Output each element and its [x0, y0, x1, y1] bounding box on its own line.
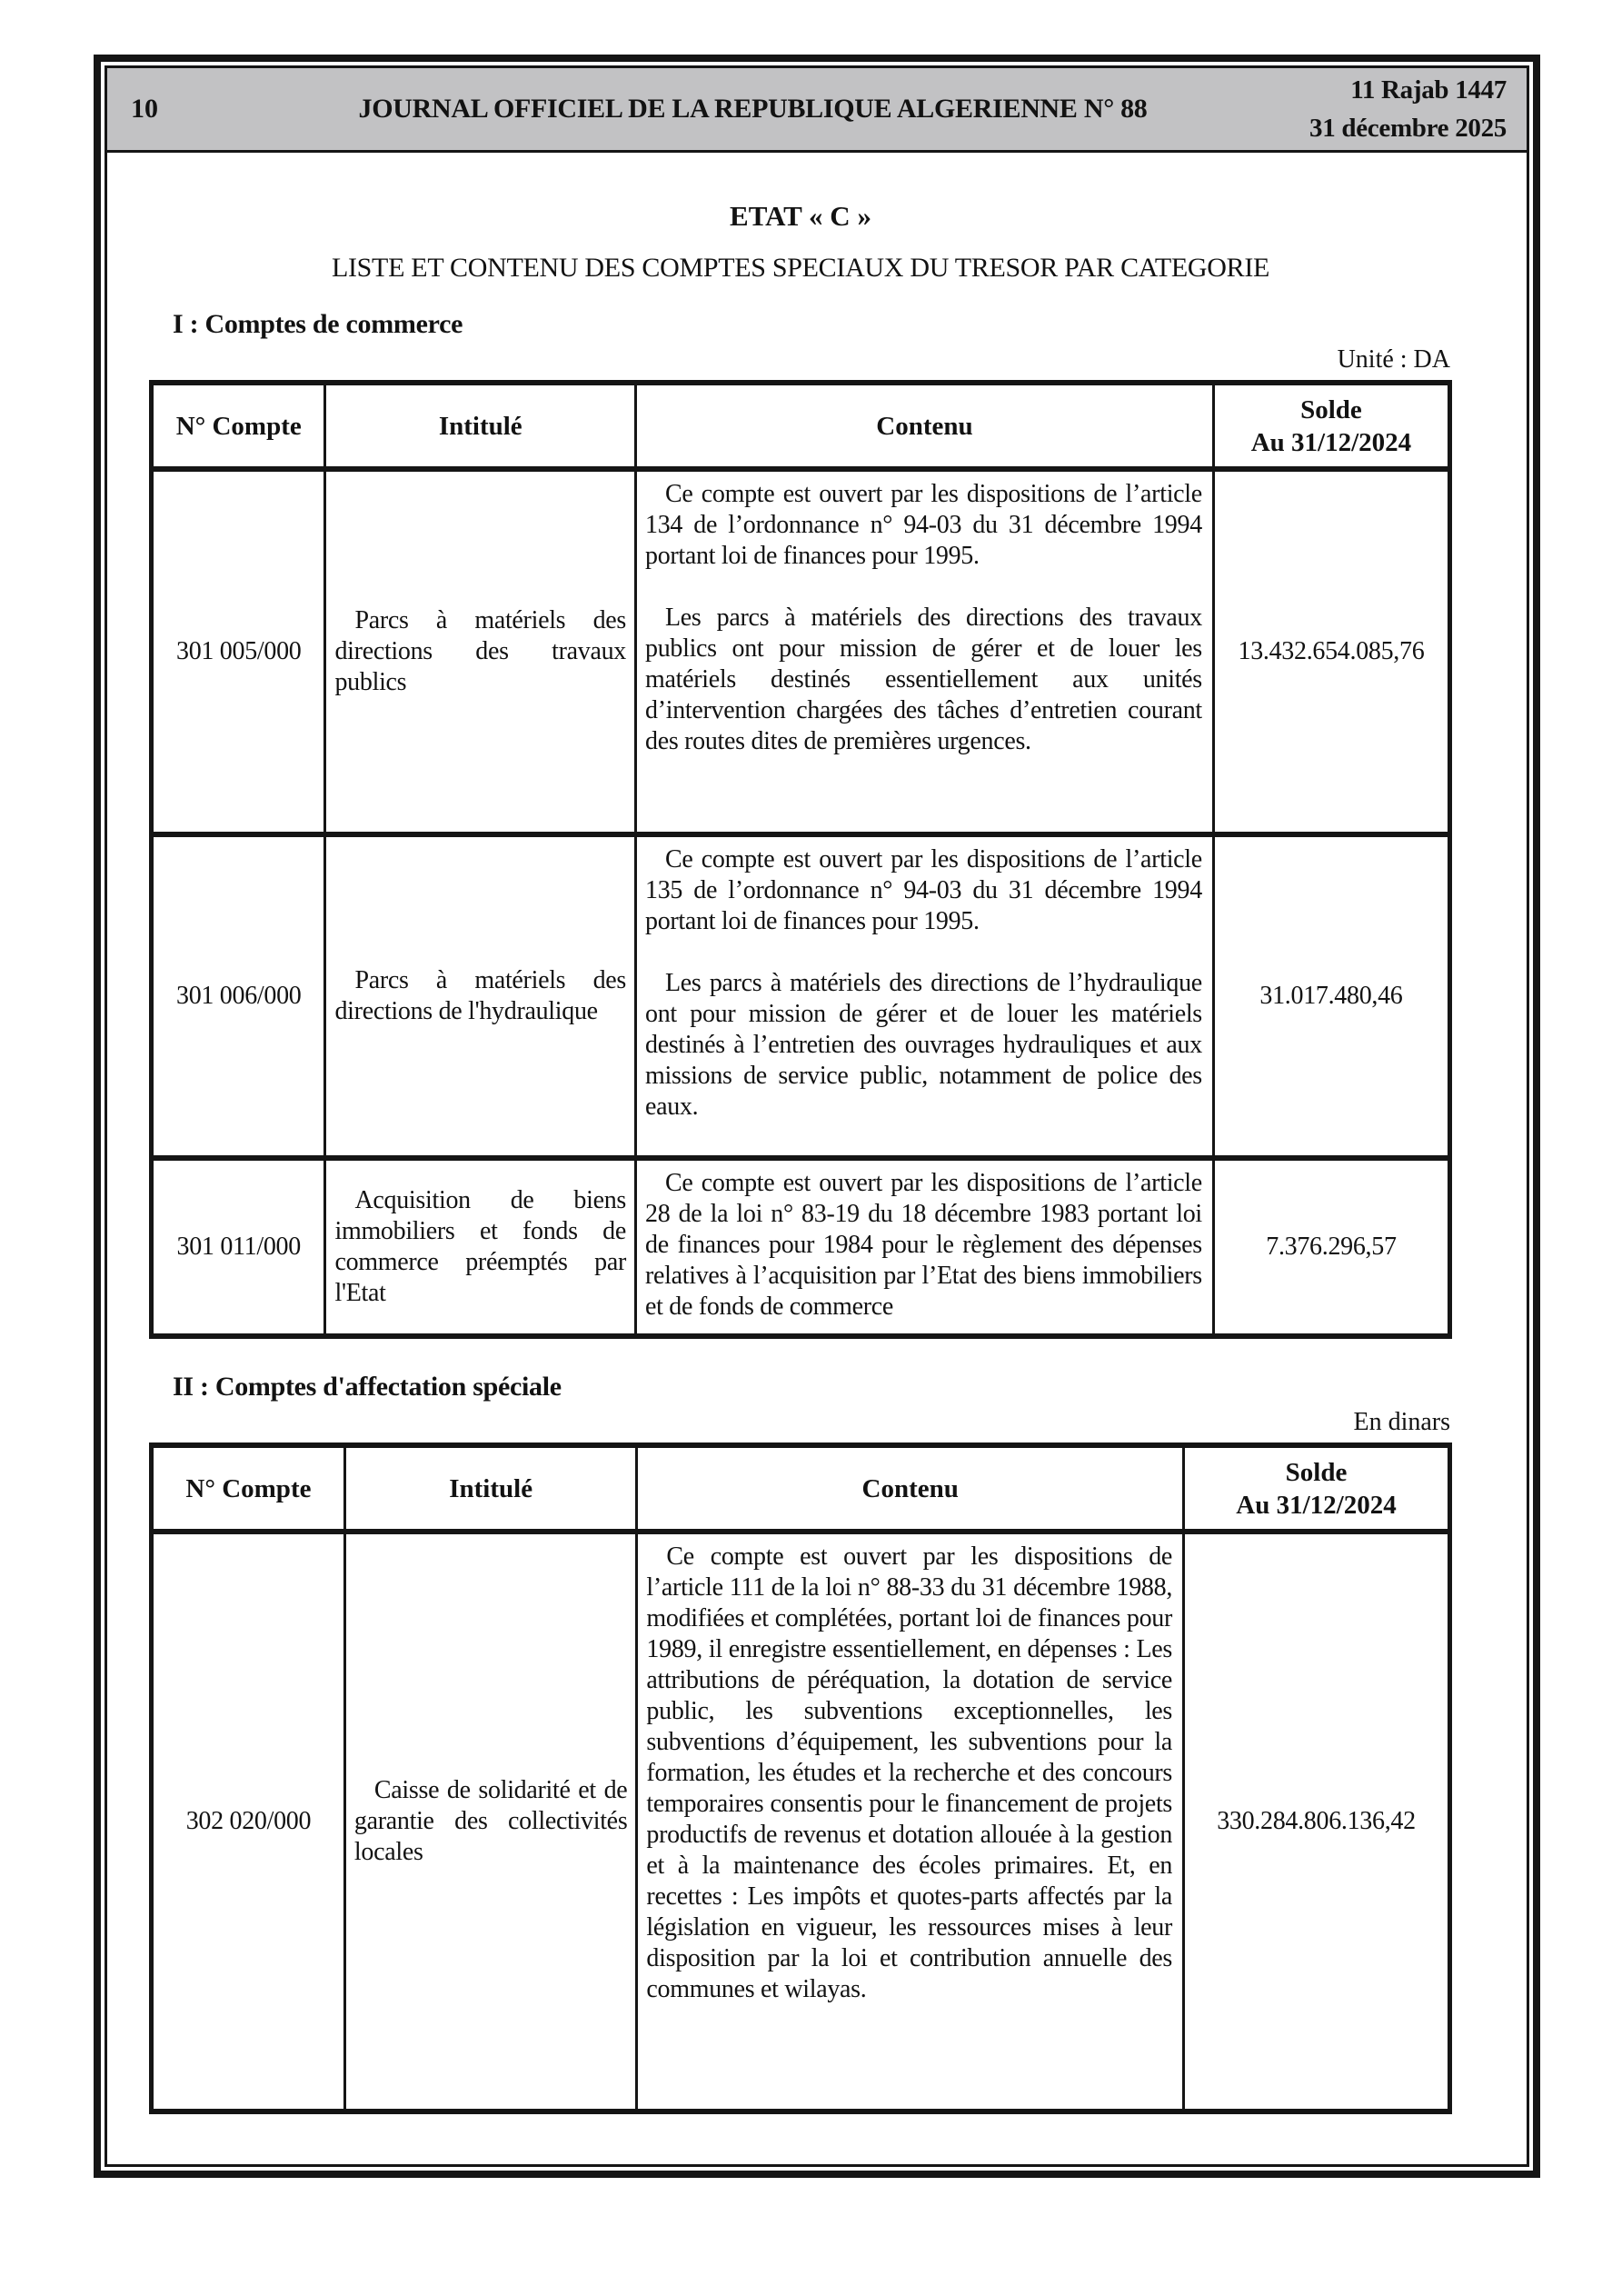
- table-row: [152, 469, 1450, 834]
- table-header-row: [152, 383, 1450, 469]
- solde-header-line1: Solde: [1300, 394, 1362, 424]
- contenu-cell: [636, 1158, 1214, 1336]
- contenu-cell: [637, 1532, 1184, 2111]
- masthead-band: [107, 68, 1527, 153]
- contenu-cell: [636, 834, 1214, 1158]
- compte-cell: 301 006/000: [152, 834, 325, 1158]
- contenu-cell: [636, 469, 1214, 834]
- table-row: [152, 1158, 1450, 1336]
- solde-header-line2: Au 31/12/2024: [1250, 427, 1412, 457]
- col-header-intitule: Intitulé: [344, 1445, 637, 1532]
- intitule-cell: [325, 834, 636, 1158]
- intitule-cell: [325, 469, 636, 834]
- intitule-text: Caisse de solidarité et de garantie des collectivités locales: [353, 1776, 628, 1866]
- contenu-paragraph: Les parcs à matériels des directions de l’hydraulique ont pour mission de gérer et de louer les matériels destinés à l’entretien des ouvrages hydrauliques et aux missions de service public, notamment de police des eaux.: [645, 969, 1202, 1121]
- intitule-text: Parcs à matériels des directions des travaux publics: [334, 606, 626, 696]
- col-header-solde: [1213, 383, 1449, 469]
- contenu-paragraph: Ce compte est ouvert par les dispositions de l’article 28 de la loi n° 83-19 du 18 décembre 1983 portant loi de finances pour 1984 pour le règlement des dépenses relatives à l’acquisition par l’Etat des biens immobiliers et de fonds de commerce: [645, 1169, 1202, 1321]
- page-number: 10: [131, 94, 158, 124]
- table-row: [152, 834, 1450, 1158]
- contenu-paragraph: Ce compte est ouvert par les dispositions de l’article 135 de l’ordonnance n° 94-03 du 31 décembre 1994 portant loi de finances pour 1995.: [645, 845, 1202, 935]
- contenu-paragraph: Ce compte est ouvert par les dispositions de l’article 134 de l’ordonnance n° 94-03 du 31 décembre 1994 portant loi de finances pour 1995.: [645, 480, 1202, 570]
- col-header-contenu: Contenu: [636, 383, 1214, 469]
- date-hijri: 11 Rajab 1447: [1350, 75, 1507, 105]
- solde-cell: 13.432.654.085,76: [1213, 469, 1449, 834]
- col-header-intitule: Intitulé: [325, 383, 636, 469]
- col-header-solde: [1184, 1445, 1450, 1532]
- col-header-compte: N° Compte: [152, 1445, 345, 1532]
- solde-header-line2: Au 31/12/2024: [1236, 1490, 1397, 1520]
- issue-dates: [1275, 71, 1507, 147]
- section2-heading: II : Comptes d'affectation spéciale: [173, 1372, 562, 1402]
- journal-title: JOURNAL OFFICIEL DE LA REPUBLIQUE ALGERIENNE N° 88: [358, 94, 1148, 124]
- table-header-row: [152, 1445, 1450, 1532]
- solde-cell: 330.284.806.136,42: [1184, 1532, 1450, 2111]
- date-gregorian: 31 décembre 2025: [1309, 114, 1507, 143]
- solde-cell: 7.376.296,57: [1213, 1158, 1449, 1336]
- intitule-text: Parcs à matériels des directions de l'hydraulique: [334, 966, 626, 1025]
- solde-cell: 31.017.480,46: [1213, 834, 1449, 1158]
- contenu-paragraph: Les parcs à matériels des directions des travaux publics ont pour mission de gérer et de louer les matériels destinés essentiellement aux unités d’intervention chargées des tâches d’entretien courant des routes dites de premières urgences.: [645, 604, 1202, 755]
- contenu-paragraph: Ce compte est ouvert par les dispositions de l’article 111 de la loi n° 88-33 du 31 décembre 1988, modifiées et complétées, portant loi de finances pour 1989, il enregistre essentiellement, en dépenses : Les attributions de péréquation, la dotation de service public, les subventions exceptionnelles, les subventions d’équipement, les subventions pour la formation, les études et la recherche et des concours temporaires consentis pour le financement de projets productifs de revenus et dotation allouée à la gestion et à la maintenance des écoles primaires. Et, en recettes : Les impôts et quotes-parts affectés par la législation en vigueur, les ressources mises à leur disposition par la loi et contribution annuelle des communes et wilayas.: [646, 1542, 1173, 2003]
- intitule-cell: [325, 1158, 636, 1336]
- compte-cell: 301 011/000: [152, 1158, 325, 1336]
- solde-header-line1: Solde: [1285, 1457, 1348, 1487]
- col-header-contenu: Contenu: [637, 1445, 1184, 1532]
- etat-title: ETAT « C »: [730, 200, 871, 232]
- page-content: [107, 153, 1527, 2164]
- page-frame-inner: [104, 65, 1529, 2167]
- comptes-commerce-table: [149, 380, 1452, 1339]
- comptes-affectation-table: [149, 1442, 1452, 2114]
- intitule-text: Acquisition de biens immobiliers et fonds de commerce préemptés par l'Etat: [334, 1186, 626, 1307]
- section1-unit-label: Unité : DA: [1337, 345, 1450, 374]
- etat-subtitle: LISTE ET CONTENU DES COMPTES SPECIAUX DU TRESOR PAR CATEGORIE: [331, 253, 1270, 283]
- col-header-compte: N° Compte: [152, 383, 325, 469]
- compte-cell: 301 005/000: [152, 469, 325, 834]
- page-frame: [94, 55, 1540, 2178]
- table-row: [152, 1532, 1450, 2111]
- intitule-cell: [344, 1532, 637, 2111]
- compte-cell: 302 020/000: [152, 1532, 345, 2111]
- section2-unit-label: En dinars: [1353, 1408, 1450, 1436]
- section1-heading: I : Comptes de commerce: [173, 309, 463, 339]
